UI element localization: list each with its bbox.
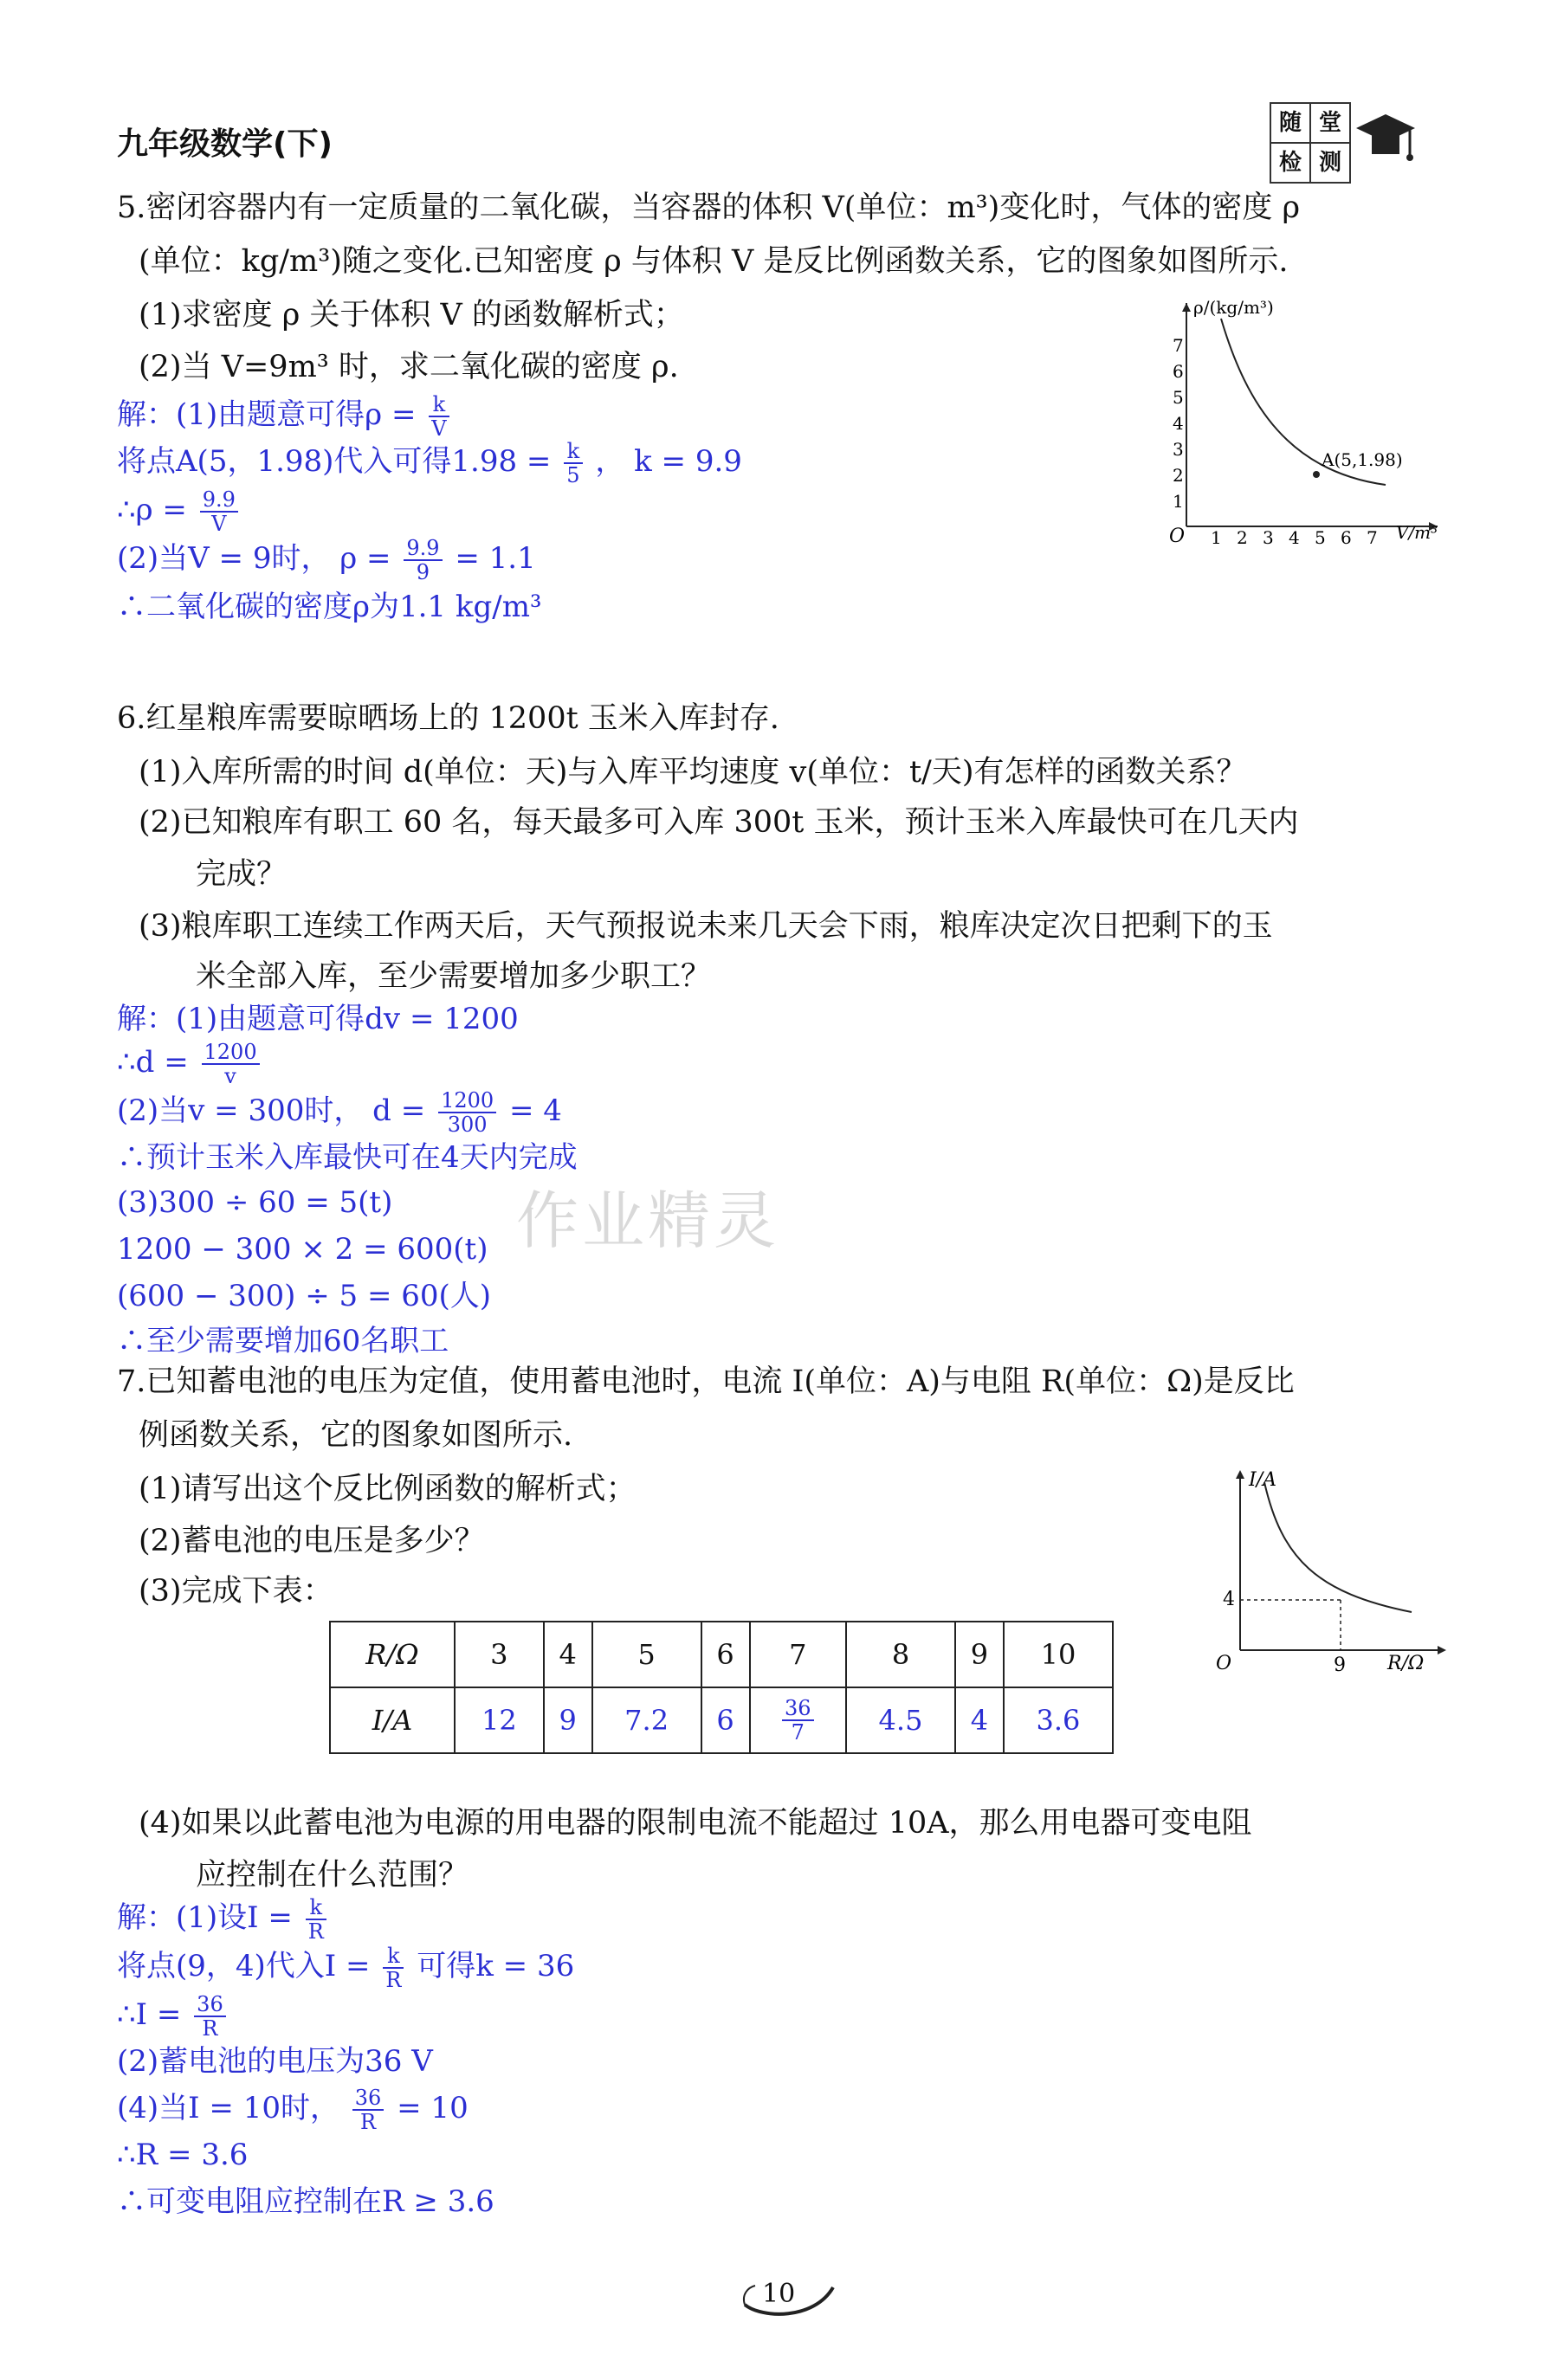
fraction: $\frac{1200}{v}$: [202, 1041, 260, 1087]
q6-ans-line8: ∴至少需要增加60名职工: [117, 1324, 449, 1358]
logo-char: 堂: [1309, 102, 1351, 144]
q5-stem-line2: (单位：kg/m³)随之变化.已知密度 ρ 与体积 V 是反比例函数关系，它的图象如图所示.: [139, 244, 1289, 279]
q5-density-graph: [1152, 286, 1446, 545]
y-tick-label: 3: [1173, 439, 1184, 460]
q7-part4-line1: (4)如果以此蓄电池为电源的用电器的限制电流不能超过 10A，那么用电器可变电阻: [139, 1806, 1252, 1841]
table-cell: [750, 1687, 846, 1753]
page-number: 10: [762, 2279, 796, 2309]
logo-char: 随: [1270, 102, 1311, 144]
q6-ans-line6: 1200 − 300 × 2 = 600(t): [117, 1232, 488, 1267]
q7-part4-line2: 应控制在什么范围？: [196, 1858, 469, 1893]
fraction: $\frac{k}{5}$: [564, 440, 582, 487]
q6-ans-line7: (600 − 300) ÷ 5 = 60(人): [117, 1279, 492, 1313]
q6-part3-line2: 米全部入库，至少需要增加多少职工？: [196, 959, 712, 994]
q6-part3-line1: (3)粮库职工连续工作两天后，天气预报说未来几天会下雨，粮库决定次日把剩下的玉: [139, 909, 1273, 944]
x-mark-label: 9: [1334, 1654, 1346, 1676]
q6-stem: 6.红星粮库需要晾晒场上的 1200t 玉米入库封存.: [117, 701, 779, 736]
fraction: $\frac{k}{R}$: [306, 1896, 326, 1943]
point-a: [1313, 471, 1320, 478]
q7-ans-line6: ∴R = 3.6: [117, 2138, 249, 2172]
y-tick-label: 2: [1173, 465, 1184, 486]
table-cell: 4.5: [846, 1687, 955, 1753]
y-tick-label: 5: [1173, 387, 1184, 408]
q5-ans-line1: [117, 391, 453, 440]
table-row: [330, 1687, 1113, 1753]
q7-ans-line7: ∴可变电阻应控制在R ≥ 3.6: [117, 2184, 494, 2219]
fraction: $\frac{36}{R}$: [352, 2087, 385, 2133]
q5-stem-line1: 5.密闭容器内有一定质量的二氧化碳，当容器的体积 V(单位：m³)变化时，气体的密度 ρ: [117, 190, 1301, 225]
x-axis-label: V/m³: [1396, 522, 1438, 543]
q7-ans-line5: (4)当I = 10时， $\frac{36}{R}$ = 10: [117, 2086, 469, 2134]
fraction: $\frac{36}{R}$: [194, 1993, 226, 2040]
table-cell: 6: [701, 1687, 750, 1753]
resistance-current-table: [329, 1621, 1114, 1754]
logo-char: 检: [1270, 142, 1311, 184]
book-title: 九年级数学(下): [117, 126, 333, 162]
y-tick-label: 6: [1173, 361, 1184, 382]
table-cell: 5: [592, 1622, 701, 1687]
y-axis-label: ρ/(kg/m³): [1193, 297, 1274, 318]
graduation-cap-icon: [1353, 106, 1419, 182]
logo: [1270, 102, 1422, 185]
table-header-cell: R/Ω: [330, 1622, 455, 1687]
q7-ans-line3: ∴I = $\frac{36}{R}$: [117, 1991, 229, 2040]
table-cell: 3: [455, 1622, 544, 1687]
table-cell: 3.6: [1004, 1687, 1113, 1753]
table-row: [330, 1622, 1113, 1687]
y-tick-label: 4: [1173, 413, 1184, 434]
fraction: $\frac{36}{7}$: [782, 1697, 814, 1744]
q5-ans1-text: 解：(1)由题意可得ρ =: [117, 397, 417, 432]
x-tick-label: 3: [1263, 527, 1274, 545]
q7-ans-line4: (2)蓄电池的电压为36 V: [117, 2044, 433, 2079]
table-cell: 6: [701, 1622, 750, 1687]
q5-part2: (2)当 V=9m³ 时，求二氧化碳的密度 ρ.: [139, 350, 679, 384]
q7-part3: (3)完成下表：: [139, 1574, 333, 1609]
q7-stem-line1: 7.已知蓄电池的电压为定值，使用蓄电池时，电流 I(单位：A)与电阻 R(单位：Ω)是反比: [117, 1364, 1295, 1399]
fraction: $\frac{9.9}{9}$: [404, 537, 442, 584]
q6-ans-line5: (3)300 ÷ 60 = 5(t): [117, 1185, 393, 1220]
q6-ans-line3: (2)当v = 300时， d = $\frac{1200}{300}$ = 4: [117, 1088, 562, 1137]
fraction: $\frac{k}{V}$: [429, 393, 449, 440]
q5-part1: (1)求密度 ρ 关于体积 V 的函数解析式；: [139, 298, 684, 332]
logo-char: 测: [1309, 142, 1351, 184]
y-tick-label: 1: [1173, 491, 1184, 512]
q6-part2-line2: 完成？: [196, 857, 288, 892]
fraction: $\frac{k}{R}$: [383, 1945, 404, 1991]
q7-current-graph: [1204, 1463, 1455, 1680]
q6-part2-line1: (2)已知粮库有职工 60 名，每天最多可入库 300t 玉米，预计玉米入库最快可在几天内: [139, 805, 1299, 840]
table-cell: 12: [455, 1687, 544, 1753]
table-cell: 8: [846, 1622, 955, 1687]
q6-part1: (1)入库所需的时间 d(单位：天)与入库平均速度 v(单位：t/天)有怎样的函数关系？: [139, 755, 1247, 790]
q5-ans-line2: 将点A(5，1.98)代入可得1.98 = $\frac{k}{5}$ ， k = 9.9: [117, 439, 742, 487]
origin-label: O: [1169, 526, 1186, 545]
q7-ans-line1: 解：(1)设I = $\frac{k}{R}$: [117, 1894, 330, 1943]
point-a-label: A(5,1.98): [1322, 449, 1403, 470]
fraction: $\frac{9.9}{V}$: [200, 488, 238, 535]
table-cell: 4: [955, 1687, 1004, 1753]
q6-ans-line4: ∴预计玉米入库最快可在4天内完成: [117, 1140, 578, 1175]
table-cell: 9: [544, 1687, 592, 1753]
table-header-cell: I/A: [330, 1687, 455, 1753]
y-axis-label: I/A: [1249, 1469, 1276, 1491]
q5-ans-line5: ∴二氧化碳的密度ρ为1.1 kg/m³: [117, 590, 542, 624]
x-tick-label: 6: [1341, 527, 1352, 545]
x-tick-label: 4: [1289, 527, 1300, 545]
y-mark-label: 4: [1223, 1589, 1235, 1610]
q7-ans-line2: 将点(9，4)代入I = $\frac{k}{R}$ 可得k = 36: [117, 1944, 575, 1992]
q7-part1: (1)请写出这个反比例函数的解析式；: [139, 1472, 637, 1506]
x-tick-label: 5: [1315, 527, 1326, 545]
q7-part2: (2)蓄电池的电压是多少？: [139, 1524, 485, 1558]
x-axis-label: R/Ω: [1387, 1653, 1425, 1674]
table-cell: 7: [750, 1622, 846, 1687]
table-cell: 10: [1004, 1622, 1113, 1687]
x-tick-label: 2: [1237, 527, 1248, 545]
q6-ans-line1: 解：(1)由题意可得dv = 1200: [117, 1002, 519, 1036]
q5-ans-line4: (2)当V = 9时， ρ = $\frac{9.9}{9}$ = 1.1: [117, 536, 536, 584]
table-cell: 4: [544, 1622, 592, 1687]
origin-label: O: [1216, 1653, 1232, 1674]
table-cell: 7.2: [592, 1687, 701, 1753]
q5-ans-line3: ∴ρ = $\frac{9.9}{V}$: [117, 487, 242, 535]
inverse-curve: [1264, 1482, 1412, 1612]
q6-ans-line2: ∴d = $\frac{1200}{v}$: [117, 1039, 263, 1087]
page-number-badge: [736, 2268, 840, 2320]
y-tick-label: 7: [1173, 335, 1184, 356]
x-tick-label: 7: [1367, 527, 1378, 545]
fraction: $\frac{1200}{300}$: [438, 1089, 496, 1136]
x-tick-label: 1: [1211, 527, 1222, 545]
q7-stem-line2: 例函数关系，它的图象如图所示.: [139, 1418, 573, 1453]
watermark: 作业精灵: [516, 1184, 780, 1257]
table-cell: 9: [955, 1622, 1004, 1687]
